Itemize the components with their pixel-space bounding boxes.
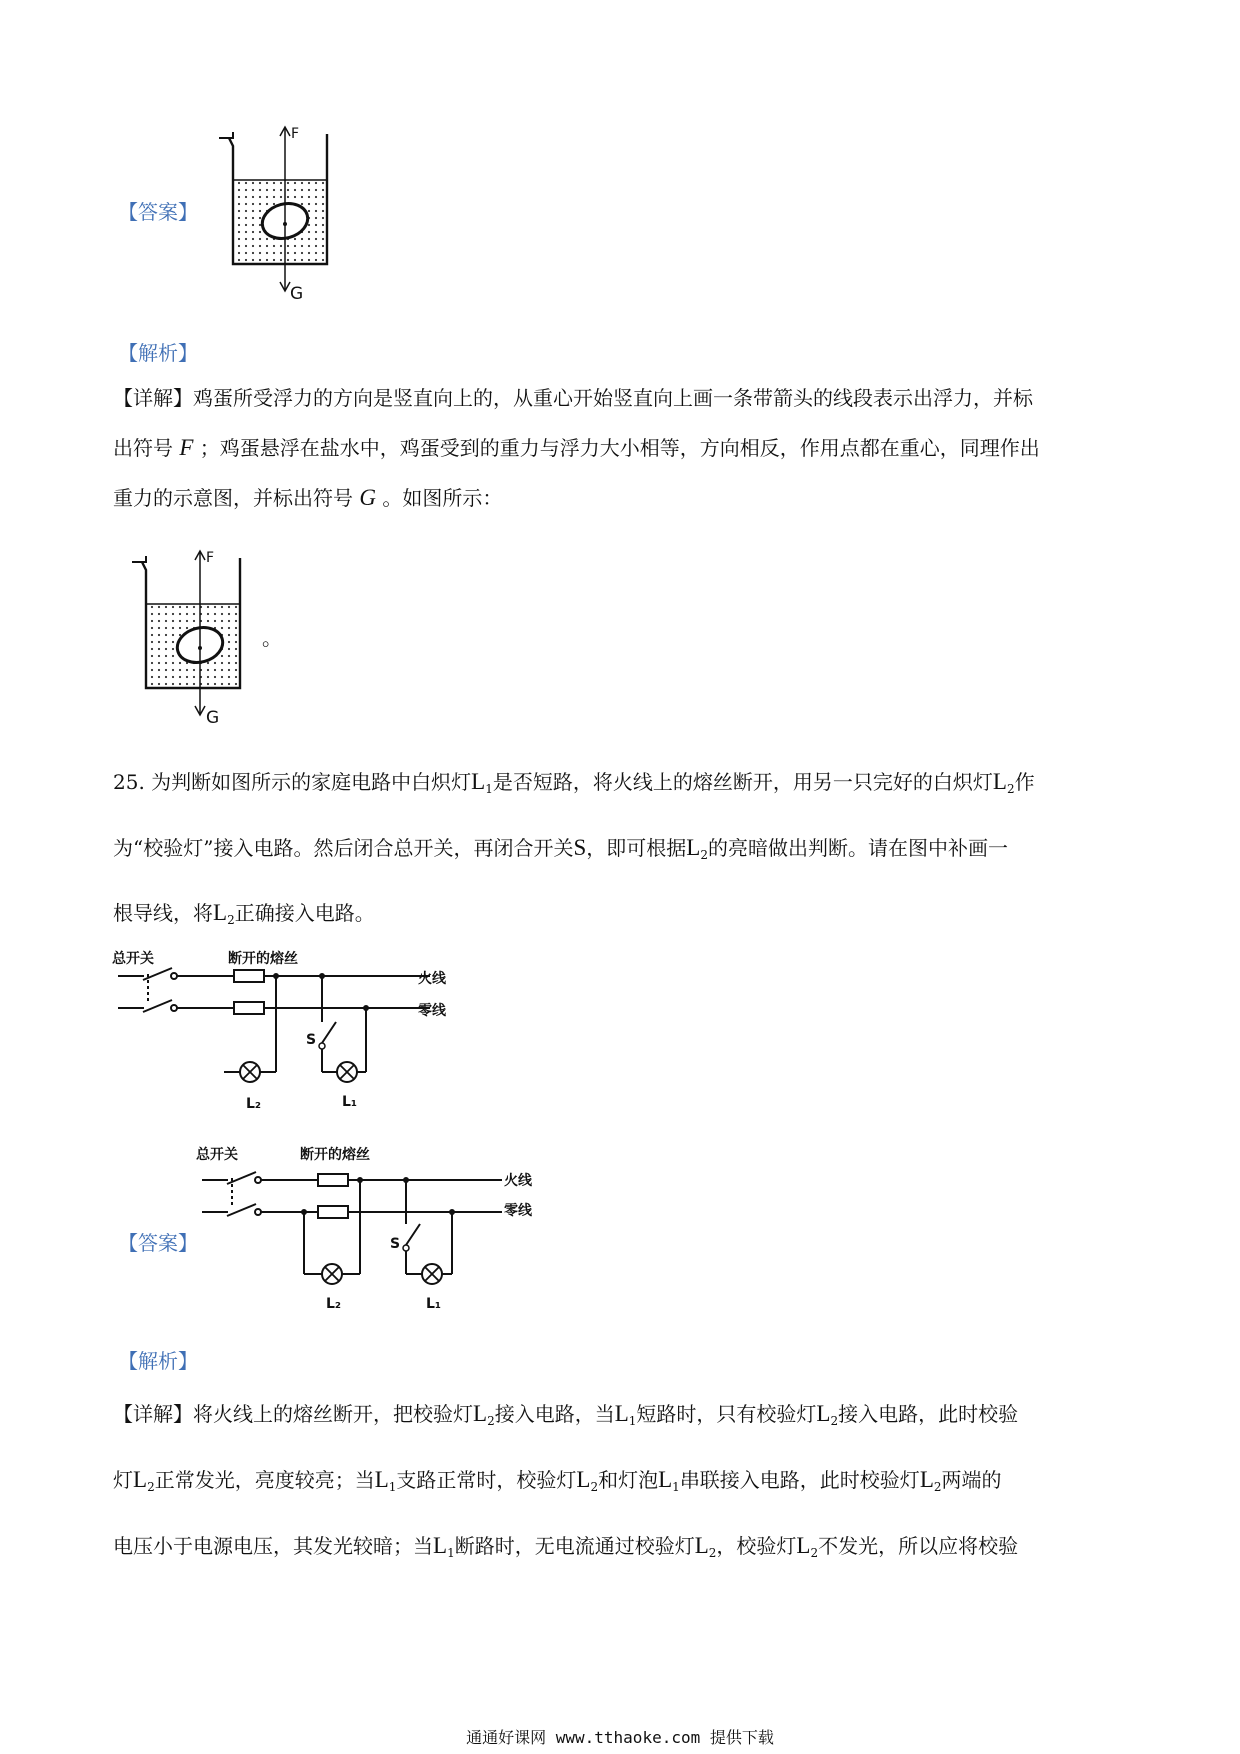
label-main-switch: 总开关: [112, 951, 154, 967]
beaker-figure-analysis: [128, 548, 248, 728]
force-f-label-2: F: [206, 550, 215, 566]
q24-detail-line-1: 【详解】鸡蛋所受浮力的方向是竖直向上的，从重心开始竖直向上画一条带箭头的线段表示出浮力，并标: [113, 386, 1033, 410]
analysis-tag-24: 【解析】: [118, 341, 198, 365]
answer-tag-24: 【答案】: [118, 200, 198, 224]
q25-detail-line-3: 电压小于电源电压，其发光较暗；当$L_1$断路时，无电流通过校验灯$L_2$，校验灯$L_2$不发光，所以应将校验: [113, 1533, 1019, 1560]
label-neutral-wire-ans: 零线: [504, 1203, 532, 1219]
label-lamp-l2-ans: L₂: [326, 1296, 342, 1312]
detail-tag-24: 【详解】: [113, 386, 193, 410]
label-live-wire: 火线: [418, 971, 446, 987]
label-broken-fuse: 断开的熔丝: [228, 951, 298, 967]
q25-detail-line-2: 灯$L_2$正常发光，亮度较亮；当$L_1$支路正常时，校验灯$L_2$和灯泡$L_1$串联接入电路，此时校验灯$L_2$两端的: [113, 1467, 1002, 1494]
analysis-tag-25: 【解析】: [118, 1349, 198, 1373]
label-main-switch-ans: 总开关: [196, 1147, 238, 1163]
force-g-label-2: G: [206, 708, 220, 728]
q24-detail-line-3: 重力的示意图，并标出符号 G 。如图所示：: [113, 485, 503, 510]
circuit-diagram-answer: [196, 1138, 546, 1318]
label-broken-fuse-ans: 断开的熔丝: [300, 1147, 370, 1163]
force-f-label: F: [291, 126, 300, 142]
beaker-figure-answer: [215, 124, 335, 304]
force-g-label: G: [290, 284, 304, 304]
answer-tag-25: 【答案】: [118, 1231, 198, 1255]
detail-tag-25: 【详解】: [113, 1402, 193, 1426]
q24-detail-line-2: 出符号 F ；鸡蛋悬浮在盐水中，鸡蛋受到的重力与浮力大小相等，方向相反，作用点都在重心，同理作出: [113, 435, 1040, 460]
page-footer: 通通好课网 www.tthaoke.com 提供下载: [466, 1728, 774, 1747]
q25-line-3: 根导线，将$L_2$正确接入电路。: [113, 900, 375, 927]
figure-suffix: 。: [262, 626, 282, 650]
label-lamp-l1-ans: L₁: [426, 1296, 442, 1312]
label-switch-s: S: [306, 1032, 317, 1048]
label-lamp-l1: L₁: [342, 1094, 358, 1110]
q25-line-1: 25. 为判断如图所示的家庭电路中白炽灯$L_1$是否短路，将火线上的熔丝断开，用另一只完好的白炽灯$L_2$作: [113, 769, 1035, 796]
label-live-wire-ans: 火线: [504, 1173, 532, 1189]
q25-detail-line-1: 【详解】将火线上的熔丝断开，把校验灯$L_2$接入电路，当$L_1$短路时，只有校验灯$L_2$接入电路，此时校验: [113, 1401, 1019, 1428]
label-lamp-l2: L₂: [246, 1096, 262, 1112]
label-switch-s-ans: S: [390, 1236, 401, 1252]
q25-line-2: 为“校验灯”接入电路。然后闭合总开关，再闭合开关S，即可根据$L_2$的亮暗做出判断。请在图中补画一: [113, 835, 1008, 862]
label-neutral-wire: 零线: [418, 1003, 446, 1019]
